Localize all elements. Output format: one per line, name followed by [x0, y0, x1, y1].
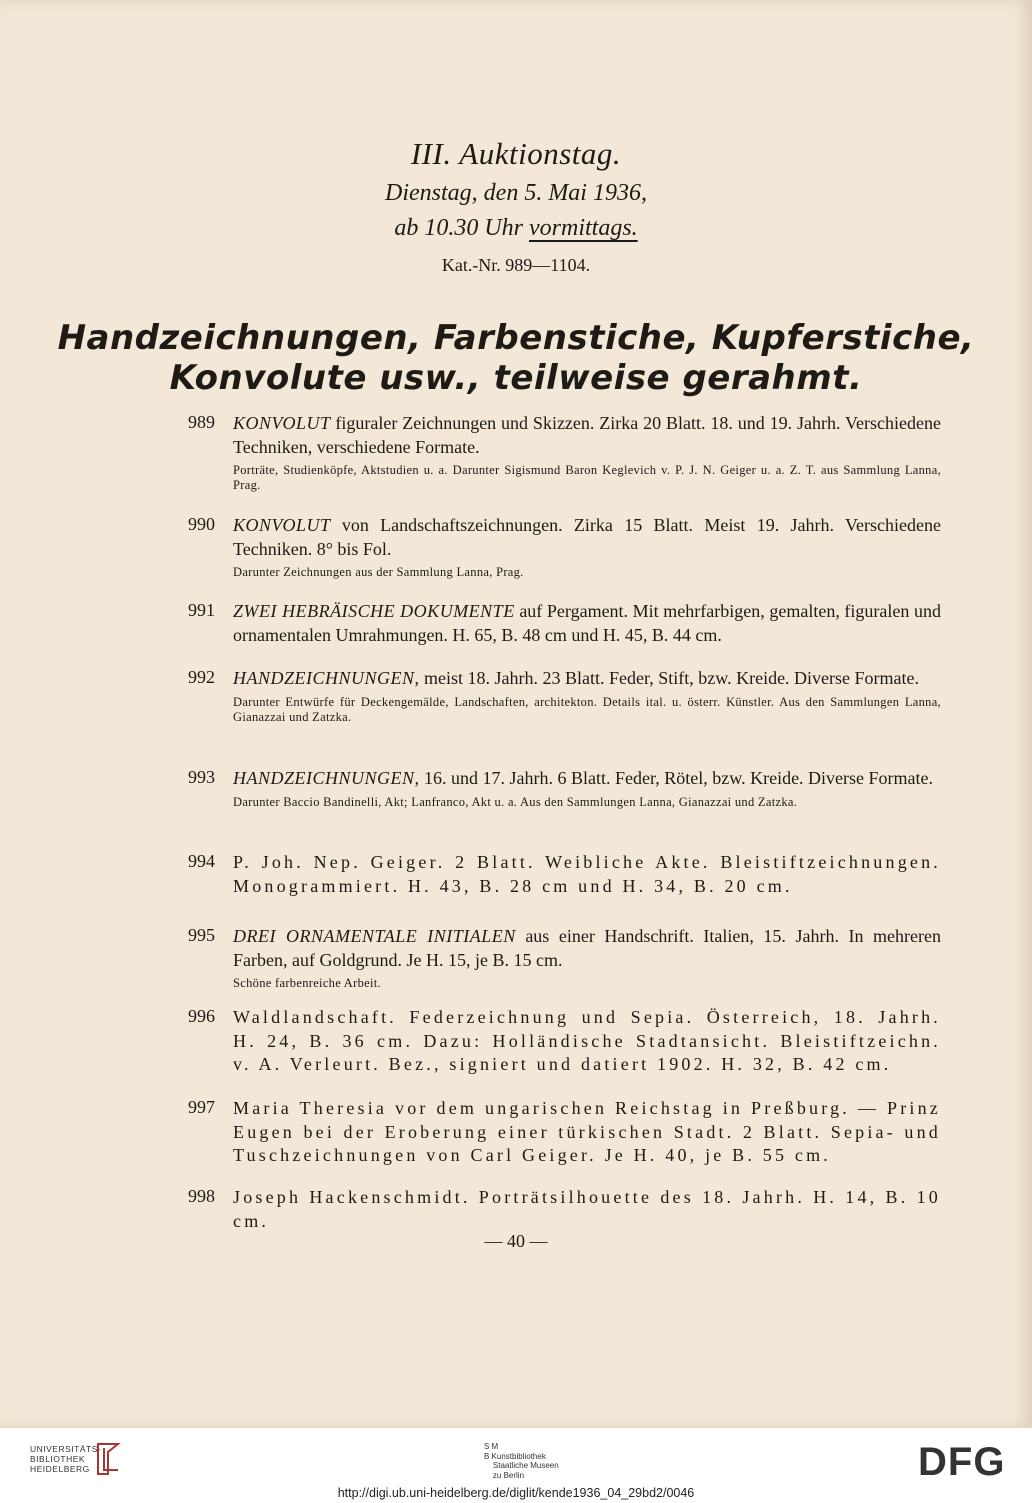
footer-bar — [0, 1428, 1032, 1503]
entry-number: 989 — [188, 412, 215, 432]
entry-number: 995 — [188, 925, 215, 945]
entry-text: 16. und 17. Jahrh. 6 Blatt. Feder, Rötel, bzw. Kreide. Diverse Formate. — [419, 768, 934, 788]
entry-text: Maria Theresia vor dem ungarischen Reichstag in Preßburg. — Prinz Eugen bei der Eroberung einer türkischen Stadt. 2 Blatt. Sepia- und Tuschzeichnungen von Carl Geiger. Je H. 40, je B. 55 cm. — [233, 1098, 941, 1165]
entry-number: 991 — [188, 600, 215, 620]
entry-number: 998 — [188, 1186, 215, 1206]
entry-number: 997 — [188, 1097, 215, 1117]
ub-heidelberg-mark-icon — [96, 1442, 122, 1476]
entry-body — [233, 1186, 941, 1233]
entry-text: P. Joh. Nep. Geiger. 2 Blatt. Weibliche Akte. Bleistiftzeichnungen. Monogrammiert. H. 43, B. 28 cm und H. 34, B. 20 cm. — [233, 852, 941, 896]
entry-body — [233, 925, 941, 991]
entry-note: Darunter Zeichnungen aus der Sammlung Lanna, Prag. — [233, 565, 524, 579]
entry-number: 992 — [188, 667, 215, 687]
section-heading-line2: Konvolute usw., teilweise gerahmt. — [169, 358, 863, 398]
entry-text: aus einer Handschrift. Italien, 15. Jahrh. In mehreren Farben, auf Goldgrund. Je H. 15, je B. 15 cm. — [233, 926, 942, 970]
entry-number: 994 — [188, 851, 215, 871]
entry-title: DREI ORNAMENTALE INITIALEN — [233, 926, 516, 946]
entry-number: 990 — [188, 514, 215, 534]
entry-body — [233, 514, 941, 580]
entry-text: figuraler Zeichnungen und Skizzen. Zirka 20 Blatt. 18. und 19. Jahrh. Verschiedene Techniken, verschiedene Formate. — [233, 413, 941, 457]
section-heading — [0, 318, 1032, 398]
entry-title: ZWEI HEBRÄISCHE DOKUMENTE — [233, 601, 515, 621]
auction-time — [0, 215, 1032, 242]
entry-title: KONVOLUT — [233, 515, 331, 535]
entry-note: Darunter Entwürfe für Deckengemälde, Landschaften, architekton. Details ital. u. österr. Künstler. Aus den Sammlungen Lanna, Gianazzai und Zatzka. — [233, 694, 941, 724]
entry-body — [233, 851, 941, 898]
entry-number: 993 — [188, 767, 215, 787]
entry-note: Porträte, Studienköpfe, Aktstudien u. a. Darunter Sigismund Baron Keglevich v. P. J. N. Geiger u. a. Z. T. aus Sammlung Lanna, Prag. — [233, 463, 941, 492]
entry-text: meist 18. Jahrh. 23 Blatt. Feder, Stift, bzw. Kreide. Diverse Formate. — [419, 668, 920, 688]
entry-body — [233, 1097, 941, 1168]
entry-text: Joseph Hackenschmidt. Porträtsilhouette des 18. Jahrh. H. 14, B. 10 cm. — [233, 1187, 941, 1231]
entry-note: Schöne farbenreiche Arbeit. — [233, 976, 381, 990]
entry-note: Darunter Baccio Bandinelli, Akt; Lanfranco, Akt u. a. Aus den Sammlungen Lanna, Gianazzai und Zatzka. — [233, 794, 798, 809]
ub-heidelberg-logo[interactable]: UNIVERSITÄTS- BIBLIOTHEK HEIDELBERG — [30, 1444, 102, 1474]
source-url[interactable]: http://digi.ub.uni-heidelberg.de/diglit/kende1936_04_29bd2/0046 — [337, 1486, 695, 1500]
entry-number: 996 — [188, 1006, 215, 1026]
entry-body — [233, 1006, 941, 1077]
auction-time-prefix: ab 10.30 Uhr — [394, 215, 523, 241]
entry-text: Waldlandschaft. Federzeichnung und Sepia. Österreich, 18. Jahrh. H. 24, B. 36 cm. Dazu: Holländische Stadtansicht. Bleistiftzeichn. v. A. Verleurt. Bez., signiert und datiert 1902. H. 32, B. 42 cm. — [233, 1007, 941, 1074]
entry-body — [233, 667, 941, 725]
catalogue-range: Kat.-Nr. 989—1104. — [441, 255, 591, 275]
entry-text: auf Pergament. Mit mehrfarbigen, gemalten, figuralen und ornamentalen Umrahmungen. H. 65, B. 48 cm und H. 45, B. 44 cm. — [233, 601, 941, 645]
entry-body — [233, 412, 941, 493]
entry-title: HANDZEICHNUNGEN, — [233, 668, 420, 688]
dfg-logo[interactable]: DFG — [918, 1440, 1006, 1484]
entry-body — [233, 767, 941, 810]
section-heading-line1: Handzeichnungen, Farbenstiche, Kupferstiche, — [57, 318, 975, 358]
entry-body — [233, 600, 941, 647]
auction-time-suffix: vormittags. — [529, 215, 638, 241]
page-number: — 40 — — [484, 1231, 548, 1251]
entry-text: von Landschaftszeichnungen. Zirka 15 Blatt. Meist 19. Jahrh. Verschiedene Techniken. 8° bis Fol. — [233, 515, 941, 559]
entry-title: HANDZEICHNUNGEN, — [233, 768, 420, 788]
auction-day-title: III. Auktionstag. — [410, 136, 622, 171]
auction-date: Dienstag, den 5. Mai 1936, — [385, 180, 647, 206]
smb-kunstbibliothek-logo[interactable]: S M B Kunstbibliothek Staatliche Museen zu Berlin — [484, 1442, 559, 1480]
entry-title: KONVOLUT — [233, 413, 331, 433]
